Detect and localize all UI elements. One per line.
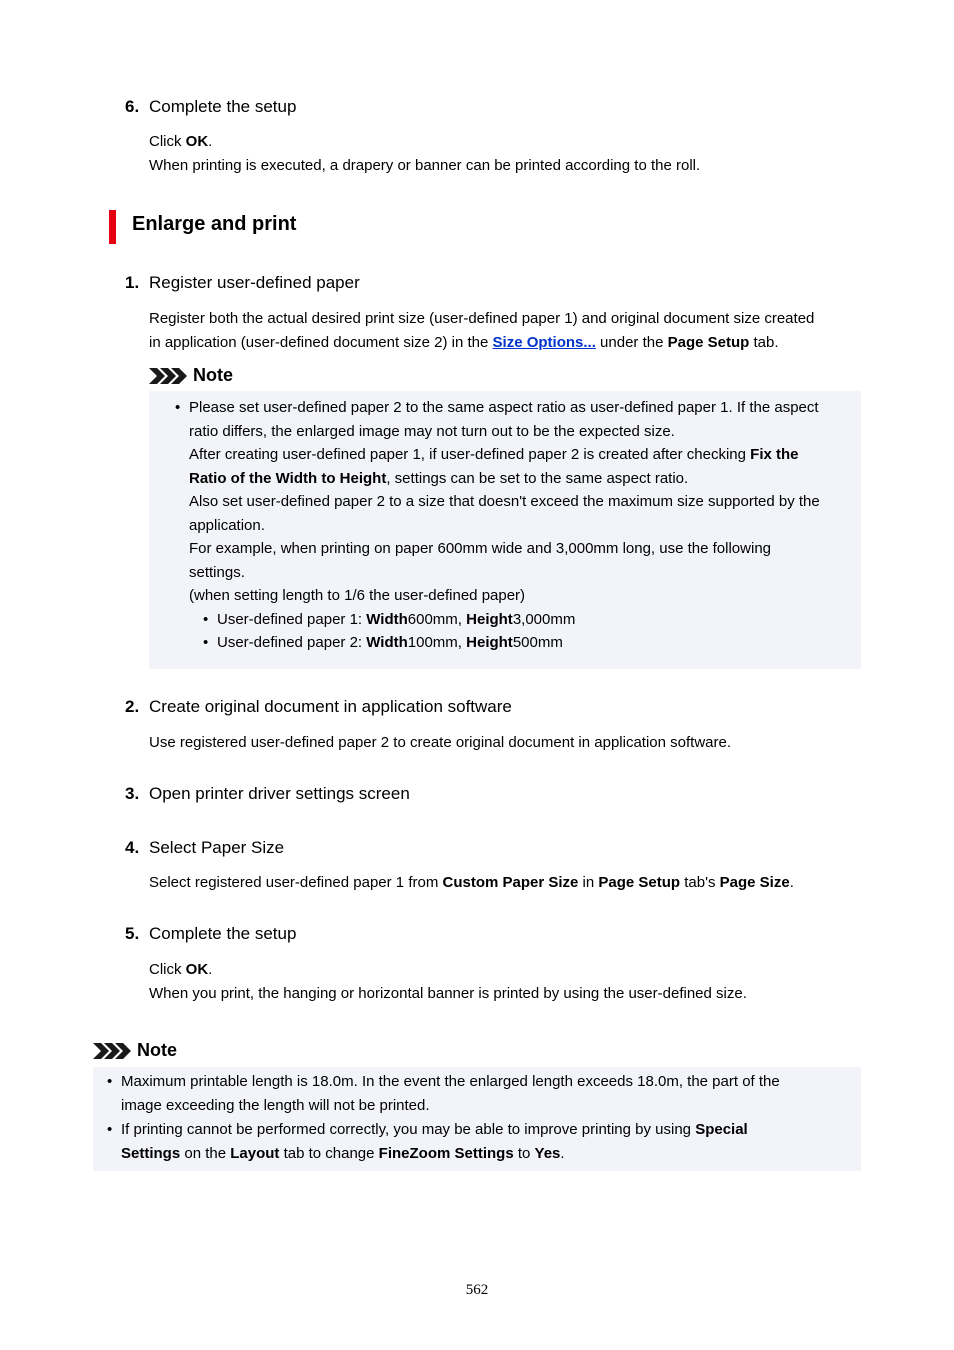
note-arrows-icon (93, 1043, 131, 1059)
step-title: Select Paper Size (149, 838, 285, 857)
section-title: Enlarge and print (132, 213, 297, 235)
step-title: Open printer driver settings screen (149, 784, 410, 803)
step-paragraph: Click OK. When you print, the hanging or horizontal banner is printed by using the user-defined size. (149, 961, 747, 1002)
step-title: Create original document in application software (149, 697, 512, 716)
step-number: 5. (125, 924, 140, 943)
step-paragraph: Select registered user-defined paper 1 from Custom Paper Size in Page Setup tab's Page Size. (149, 874, 794, 891)
bullet-dot: • (107, 1073, 113, 1090)
note-label: Note (193, 365, 233, 385)
note-heading (149, 365, 233, 386)
bullet-dot: • (203, 611, 209, 628)
step-number: 6. (125, 97, 140, 116)
size-options-link[interactable]: Size Options... (492, 333, 596, 351)
page-number: 562 (465, 1282, 489, 1298)
bullet-dot: • (203, 634, 209, 651)
note-bullet-item: • Please set user-defined paper 2 to the same aspect ratio as user-defined paper 1. If the aspect ratio differs, the enlarged image may not turn out to be the expected size. After creating user-defined paper 1, if user-defined paper 2 is created after checking Fix the Ratio of the Width to Height, settings can be set to the same aspect ratio. Also set user-defined paper 2 to a size that doesn't exceed the maximum size supported by the application. For example, when printing on paper 600mm wide and 3,000mm long, use the following settings. (when setting length to 1/6 the user-defined paper) (189, 396, 854, 608)
note-arrows-icon (149, 368, 187, 384)
bullet-dot: • (175, 399, 181, 416)
note-label: Note (137, 1040, 177, 1060)
note-sub-bullet-item: • User-defined paper 1: Width600mm, Height3,000mm (217, 608, 575, 632)
note-heading (93, 1040, 177, 1061)
step-number: 4. (125, 838, 140, 857)
step-title: Complete the setup (149, 924, 297, 943)
step-title: Complete the setup (149, 97, 297, 116)
bullet-dot: • (107, 1121, 113, 1138)
section-accent-bar (109, 210, 116, 244)
note-bullet-item: • Maximum printable length is 18.0m. In the event the enlarged length exceeds 18.0m, the part of the image exceeding the length will not be printed. (121, 1070, 856, 1117)
note-sub-bullet-item: • User-defined paper 2: Width100mm, Height500mm (217, 631, 563, 655)
step-paragraph: Click OK. When printing is executed, a drapery or banner can be printed according to the roll. (149, 133, 701, 174)
step-paragraph: Use registered user-defined paper 2 to create original document in application software. (149, 734, 731, 751)
step-number: 1. (125, 273, 140, 292)
step-paragraph: Register both the actual desired print size (user-defined paper 1) and original document size created in application (user-defined document size 2) in the Size Options... under the Page Setup tab. (149, 310, 815, 351)
step-title: Register user-defined paper (149, 273, 360, 292)
step-number: 2. (125, 697, 140, 716)
step-number: 3. (125, 784, 140, 803)
note-bullet-item: • If printing cannot be performed correctly, you may be able to improve printing by using Special Settings on the Layout tab to change FineZoom Settings to Yes. (121, 1118, 856, 1165)
